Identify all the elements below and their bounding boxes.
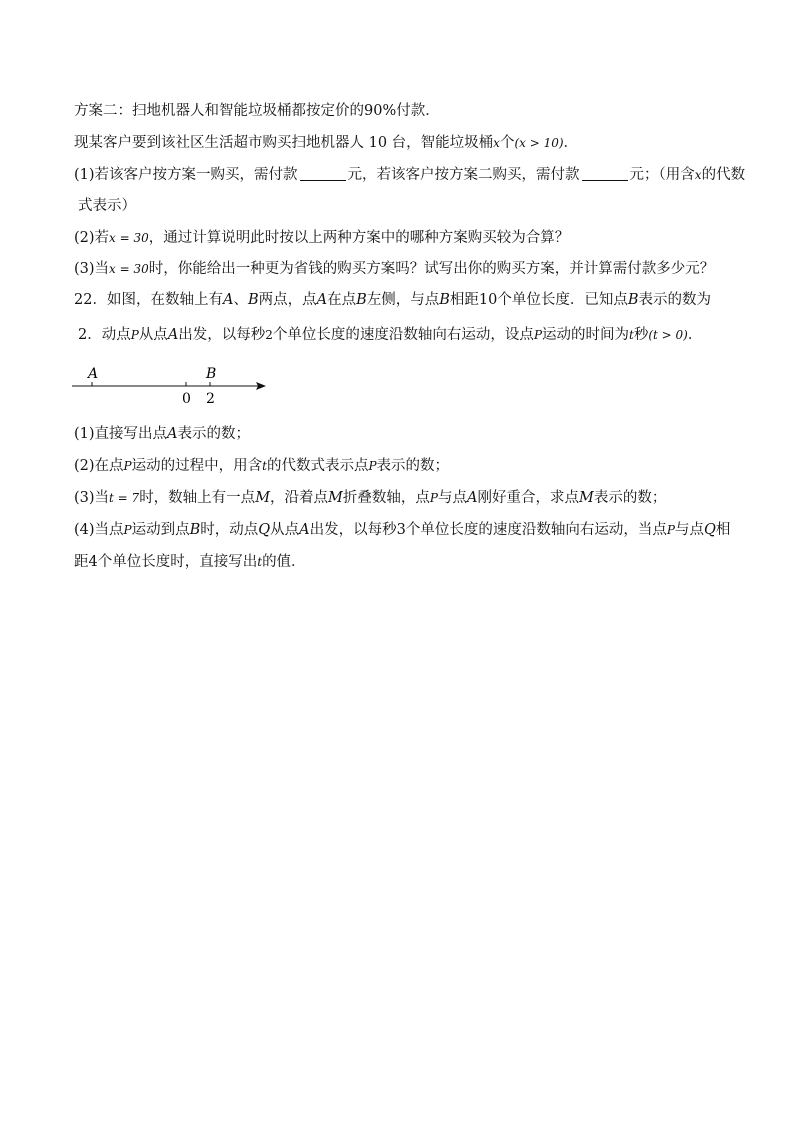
gap-value: 4: [88, 554, 98, 570]
point-b-label: B: [247, 292, 259, 308]
point-b-label: B: [356, 292, 367, 308]
stem-text-d: 左侧，与点: [366, 292, 440, 308]
q3-text: 时，你能给出一种更为省钱的购买方案吗？试写出你的购买方案，并计算需付款多少元？: [148, 261, 715, 277]
stem-sep: 、: [233, 292, 248, 308]
number-line-figure: [68, 362, 272, 408]
customer-text: 现某客户要到该社区生活超市购买扫地机器人 10 台，智能垃圾桶: [74, 135, 494, 151]
point-p-label: P: [429, 491, 438, 505]
q22-4-text-j: 个单位长度时，直接写出: [97, 554, 258, 570]
q22-3-text-c: ，沿着点: [270, 490, 329, 506]
q1-text-a: (1)若该客户按方案一购买，需付款: [74, 167, 298, 183]
point-a-label: A: [316, 292, 328, 308]
problem-22-stem-1: [74, 290, 711, 310]
customer-suffix: ．: [563, 135, 579, 151]
answer-blank-2[interactable]: [582, 166, 628, 181]
q1-text-e: 式表示）: [78, 198, 136, 214]
tick-label-2: 2: [206, 391, 215, 407]
stem-text-b: 两点，点: [258, 292, 317, 308]
point-p-label: P: [533, 328, 543, 342]
question-21-1-cont: [78, 196, 136, 216]
var-x: x: [694, 168, 702, 182]
point-m-label: M: [578, 490, 594, 506]
stem-text-c: 在点: [327, 292, 357, 308]
q3-prefix: (3)当: [74, 261, 110, 277]
q22-4-text-d: 从点: [270, 522, 300, 538]
q22-4-text-g: 与点: [674, 522, 704, 538]
stem-text-n: ．: [687, 327, 703, 343]
q22-2-text-d: 表示的数；: [376, 458, 450, 474]
q2-text: ，通过计算说明此时按以上两种方案中的哪种方案购买较为合算？: [148, 230, 570, 246]
plan-two-text: 方案二：扫地机器人和智能垃圾桶都按定价的: [74, 103, 364, 119]
point-a-label: A: [167, 426, 178, 442]
q22-4-text-e: 出发，以每秒: [309, 522, 397, 538]
speed-q-value: 3: [396, 522, 406, 538]
q22-2-text-c: 的代数式表示点: [266, 458, 369, 474]
b-value: 2: [78, 327, 88, 343]
point-m-label: M: [255, 490, 271, 506]
customer-condition: (x > 10): [514, 136, 564, 150]
customer-unit: 个: [499, 135, 515, 151]
point-a-label: A: [222, 292, 234, 308]
point-p-label: P: [123, 459, 132, 473]
tick-label-0: 0: [182, 391, 191, 407]
customer-line: [74, 133, 578, 153]
point-b-label: B: [189, 522, 201, 538]
distance-value: 10: [478, 292, 498, 308]
answer-blank-1[interactable]: [300, 166, 346, 181]
q22-2-text-b: 运动的过程中，用含: [131, 458, 263, 474]
q22-1-text-a: (1)直接写出点: [74, 426, 168, 442]
problem-22-stem-2: [78, 325, 702, 345]
speed-p-value: 2: [265, 328, 273, 342]
stem-text-f: 个单位长度．已知点: [497, 292, 628, 308]
q22-2-text-a: (2)在点: [74, 458, 124, 474]
q22-4-text-f: 个单位长度的速度沿数轴向右运动，当点: [405, 522, 667, 538]
q22-1-text-b: 表示的数；: [177, 426, 251, 442]
var-t: t: [262, 459, 267, 473]
stem-text-j: 出发，以每秒: [178, 327, 266, 343]
point-p-label: P: [123, 523, 132, 537]
plan-two-line: [74, 101, 440, 121]
question-22-3: [74, 488, 666, 508]
stem-text-g: 表示的数为: [638, 292, 711, 308]
plan-two-suffix: 付款．: [396, 103, 440, 119]
question-22-1: [74, 424, 250, 444]
stem-text-l: 运动的时间为: [542, 327, 630, 343]
q22-4-text-k: 的值．: [262, 554, 306, 570]
var-t: t: [629, 328, 634, 342]
question-21-3: [74, 259, 714, 279]
q2-condition: x = 30: [109, 231, 149, 245]
q22-3-text-e: 与点: [437, 490, 467, 506]
q22-3-text-d: 折叠数轴，点: [342, 490, 430, 506]
point-b-label: B: [627, 292, 639, 308]
q3-condition: x = 30: [109, 262, 149, 276]
plan-two-percent: 90%: [364, 103, 397, 119]
point-m-label: M: [328, 490, 343, 506]
stem-text-k: 个单位长度的速度沿数轴向右运动，设点: [272, 327, 534, 343]
q1-text-b: 元，若该客户按方案二购买，需付款: [347, 167, 580, 183]
stem-text-e: 相距: [449, 292, 479, 308]
q22-3-text-a: (3)当: [74, 490, 110, 506]
point-a-label: A: [167, 327, 179, 343]
q22-3-condition: t = 7: [109, 491, 140, 505]
axis-label-a: A: [88, 366, 99, 382]
q22-4-text-i: 距: [74, 554, 89, 570]
question-21-2: [74, 228, 569, 248]
q1-text-d: 的代数: [701, 167, 746, 183]
question-22-4: [74, 520, 730, 540]
point-q-label: Q: [258, 522, 271, 538]
q22-4-text-c: 时，动点: [200, 522, 259, 538]
point-b-label: B: [439, 292, 450, 308]
point-p-label: P: [130, 328, 139, 342]
q22-3-text-g: 表示的数；: [593, 490, 667, 506]
point-p-label: P: [368, 459, 377, 473]
q2-prefix: (2)若: [74, 230, 110, 246]
axis-label-b: B: [206, 366, 217, 382]
point-a-label: A: [466, 490, 478, 506]
var-t: t: [257, 555, 263, 569]
q22-4-text-h: 相: [715, 522, 731, 538]
q22-4-text-b: 运动到点: [131, 522, 190, 538]
q22-3-text-f: 刚好重合，求点: [477, 490, 579, 506]
point-q-label: Q: [703, 522, 716, 538]
question-21-1: [74, 165, 745, 185]
stem-text-i: 从点: [138, 327, 168, 343]
q1-text-c: 元；（用含: [629, 167, 695, 183]
point-p-label: P: [666, 523, 675, 537]
stem-text-a: 22．如图，在数轴上有: [74, 292, 223, 308]
var-x: x: [493, 136, 500, 150]
t-condition: (t > 0): [648, 328, 688, 342]
question-22-2: [74, 456, 449, 476]
stem-text-m: 秒: [633, 327, 649, 343]
point-a-label: A: [299, 522, 310, 538]
q22-4-text-a: (4)当点: [74, 522, 124, 538]
question-22-4-cont: [74, 552, 306, 572]
stem-text-h: ．动点: [87, 327, 131, 343]
q22-3-text-b: 时，数轴上有一点: [139, 490, 256, 506]
